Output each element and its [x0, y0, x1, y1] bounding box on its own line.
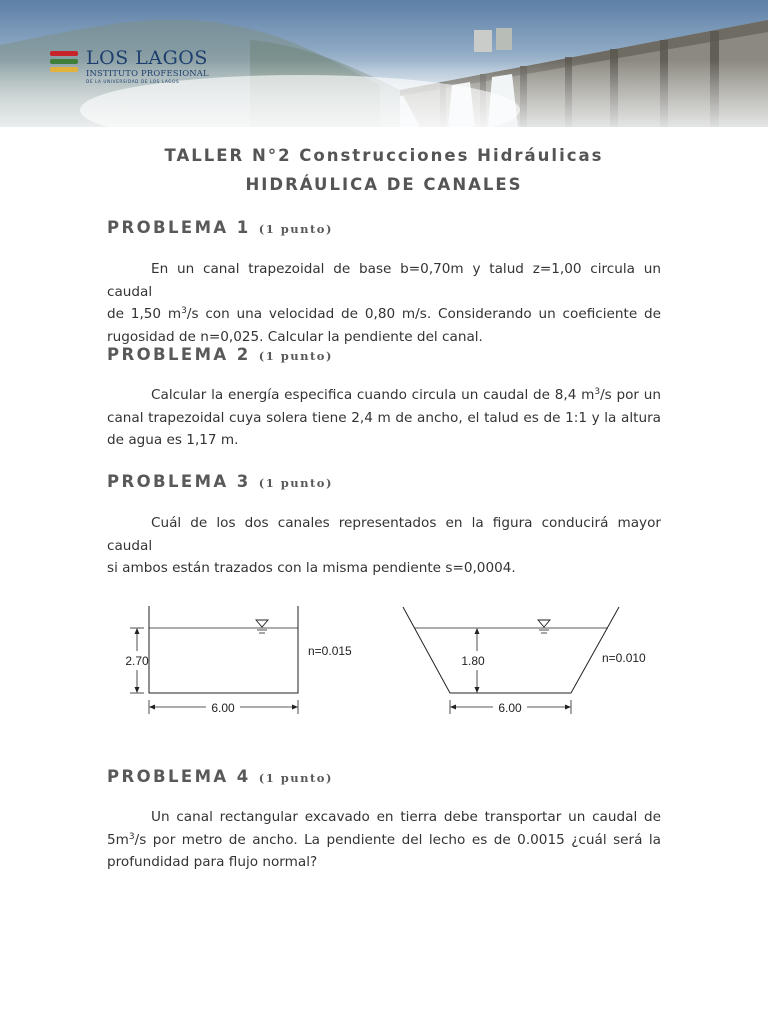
text-line: de agua es 1,17 m. — [107, 432, 239, 448]
problem-heading-text: PROBLEMA 1 — [107, 218, 251, 237]
water-surface-icon — [538, 620, 550, 633]
trapezoidal-channel — [403, 607, 619, 714]
problem-points: (1 punto) — [258, 476, 333, 490]
trap-depth-label: 1.80 — [461, 654, 485, 668]
text-line: profundidad para flujo normal? — [107, 854, 318, 870]
problem-4-text — [107, 806, 661, 874]
text-line: Calcular la energía especifica cuando circula un caudal de 8,4 $m^3/s$ por un — [151, 387, 661, 403]
trap-width-label: 6.00 — [498, 701, 522, 715]
trap-roughness-label: n=0.010 — [602, 651, 646, 665]
text-line: canal trapezoidal cuya solera tiene 2,4 m de ancho, el talud es de 1:1 y la altura — [107, 409, 661, 426]
rectangular-channel — [130, 606, 298, 714]
problem-heading-text: PROBLEMA 2 — [107, 345, 251, 364]
logo-stripe-red — [50, 51, 78, 56]
logo-stripe-green — [50, 59, 78, 64]
text-line: Cuál de los dos canales representados en la figura conducirá mayor caudal — [107, 515, 661, 554]
logo-stripe-gold — [50, 67, 78, 72]
text-line: de 1,50 $m^3/s$ con una velocidad de 0,80 m/s. Considerando un coeficiente de — [107, 306, 661, 322]
problem-2-heading — [107, 345, 333, 364]
text-line: rugosidad de n=0,025. Calcular la pendiente del canal. — [107, 328, 483, 345]
text-line: Un canal rectangular excavado en tierra debe transportar un caudal de — [151, 809, 661, 825]
problem-heading-text: PROBLEMA 4 — [107, 767, 251, 786]
problem-points: (1 punto) — [258, 349, 333, 363]
problem-points: (1 punto) — [258, 222, 333, 236]
rect-width-label: 6.00 — [211, 701, 235, 715]
problem-2-text — [107, 384, 661, 452]
document-title: TALLER N°2 Construcciones Hidráulicas — [164, 146, 604, 165]
water-surface-icon — [256, 620, 268, 633]
logo-subtitle: INSTITUTO PROFESIONAL — [86, 68, 209, 78]
channels-figure — [110, 596, 646, 724]
header-banner — [0, 0, 768, 127]
document-subtitle: HIDRÁULICA DE CANALES — [245, 175, 523, 194]
rect-depth-label: 2.70 — [125, 654, 149, 668]
problem-3-text — [107, 512, 661, 580]
text-line: En un canal trapezoidal de base b=0,70m y talud z=1,00 circula un caudal — [107, 261, 661, 300]
rect-roughness-label: n=0.015 — [308, 644, 352, 658]
text-line: $5m^3/s$ por metro de ancho. La pendiente del lecho es de 0.0015 ¿cuál será la — [107, 831, 661, 848]
problem-4-heading — [107, 767, 333, 786]
logo-flag-icon — [50, 51, 78, 75]
problem-points: (1 punto) — [258, 771, 333, 785]
problem-1-text — [107, 258, 661, 348]
problem-1-heading — [107, 218, 333, 237]
problem-heading-text: PROBLEMA 3 — [107, 472, 251, 491]
text-line: si ambos están trazados con la misma pendiente s=0,0004. — [107, 560, 516, 576]
problem-3-heading — [107, 472, 333, 491]
logo-name: LOS LAGOS — [86, 47, 208, 69]
logo-tagline: DE LA UNIVERSIDAD DE LOS LAGOS — [86, 79, 180, 84]
